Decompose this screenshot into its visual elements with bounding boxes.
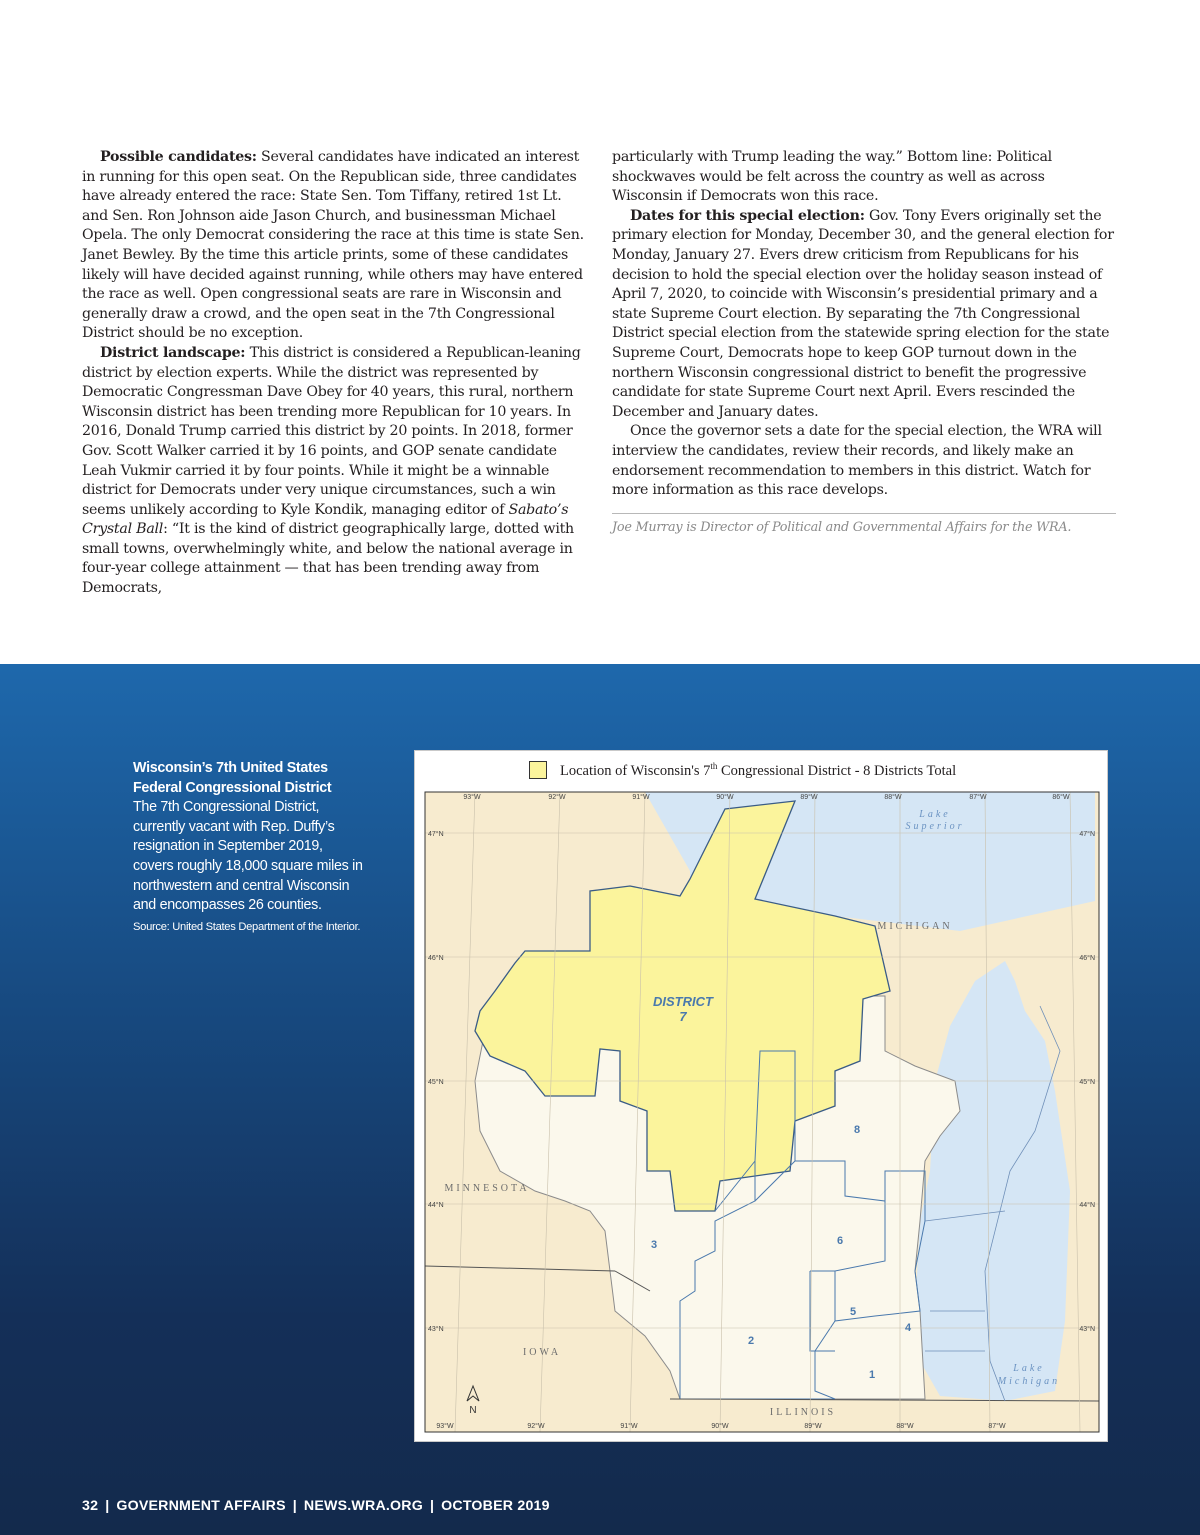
longitude-label: 91°W: [620, 1423, 638, 1430]
caption-title: Wisconsin’s 7th United States Federal Congressional District: [133, 760, 332, 796]
paragraph-text: Gov. Tony Evers originally set the primary election for Monday, December 30, and the general election for Monday, January 27. Evers drew criticism from Republicans for his decision to hold the special election over the holiday season instead of April 7, 2020, to coincide with Wisconsin’s presidential primary and a state Supreme Court election. By separating the 7th Congressional District special election from the statewide spring election for the state Supreme Court, Democrats hope to keep GOP turnout down in the northern Wisconsin congressional district to benefit the progressive candidate for state Supreme Court next April. Evers rescinded the December and January dates.: [612, 207, 1114, 420]
article-column-left: [82, 148, 586, 599]
paragraph-text: Several candidates have indicated an interest in running for this open seat. On the Republican side, three candidates have already entered the race: State Sen. Tom Tiffany, retired 1st Lt. and Sen. Ron Johnson aide Jason Church, and businessman Michael Opela. The only Democrat considering the race at this time is state Sen. Janet Bewley. By the time this article prints, some of these candidates likely will have decided against running, while others may have entered the race as well. Open congressional seats are rare in Wisconsin and generally draw a crowd, and the open seat in the 7th Congressional District should be no exception.: [82, 149, 584, 342]
district-number: 1: [868, 1369, 876, 1381]
footer-issue: OCTOBER 2019: [441, 1498, 550, 1514]
longitude-label: 92°W: [548, 794, 566, 801]
longitude-label: 90°W: [716, 794, 734, 801]
caption-body: The 7th Congressional District, currently vacant with Rep. Duffy’s resignation in September 2019, covers roughly 18,000 square miles in northwestern and central Wisconsin and encompasses 26 counties.: [133, 799, 363, 914]
district-number: 8: [853, 1124, 861, 1136]
caption-source: Source: United States Department of the Interior.: [133, 920, 361, 933]
paragraph-lead: District landscape:: [100, 344, 246, 361]
latitude-label: 47°N: [1079, 831, 1095, 838]
iowa-label: IOWA: [522, 1347, 562, 1358]
district-number: 6: [836, 1235, 844, 1247]
article-column-right: [612, 148, 1116, 537]
lake-michigan-label: Lake: [1013, 1363, 1045, 1374]
map-graphic: [415, 751, 1109, 1443]
district-number: 4: [904, 1322, 912, 1334]
page-number: 32: [82, 1498, 99, 1514]
map-legend-title: [560, 761, 956, 780]
map-feature-panel: [0, 664, 1200, 1535]
district-number: 3: [650, 1239, 658, 1251]
longitude-label: 92°W: [527, 1423, 545, 1430]
latitude-label: 47°N: [428, 831, 444, 838]
longitude-label: 90°W: [711, 1423, 729, 1430]
paragraph-text: This district is considered a Republican-leaning district by election experts. While the district was represented by Democratic Congressman Dave Obey for 40 years, this rural, northern Wisconsin district has been trending more Republican for 10 years. In 2016, Donald Trump carried this district by 20 points. In 2018, former Gov. Scott Walker carried it by 16 points, and GOP senate candidate Leah Vukmir carried it by four points. While it might be a winnable district for Democrats under very unique circumstances, such a win seems unlikely according to Kyle Kondik, managing editor of: [82, 344, 581, 518]
author-credit: Joe Murray is Director of Political and Governmental Affairs for the WRA.: [612, 519, 1072, 535]
michigan-label: MICHIGAN: [877, 921, 953, 932]
paragraph-lead: Possible candidates:: [100, 149, 257, 165]
legend-title-text-end: Congressional District - 8 Districts Total: [717, 762, 957, 779]
latitude-label: 45°N: [428, 1079, 444, 1086]
longitude-label: 88°W: [884, 794, 902, 801]
illinois-label: ILLINOIS: [769, 1407, 837, 1418]
map-caption: [133, 759, 365, 937]
lake-superior-label: Lake: [919, 809, 951, 820]
longitude-label: 89°W: [800, 794, 818, 801]
footer-section: GOVERNMENT AFFAIRS: [116, 1498, 286, 1514]
article-body: [82, 148, 1118, 597]
north-arrow-label: N: [469, 1405, 477, 1416]
latitude-label: 46°N: [1079, 955, 1095, 962]
footer-site: NEWS.WRA.ORG: [303, 1498, 423, 1514]
author-credit-block: [612, 513, 1116, 538]
paragraph-lead: Dates for this special election:: [630, 207, 865, 224]
longitude-label: 87°W: [988, 1423, 1006, 1430]
district-number: 5: [849, 1306, 857, 1318]
latitude-label: 43°N: [1079, 1326, 1095, 1333]
paragraph-continuation: [612, 148, 1116, 207]
paragraph-special-election-dates: [612, 207, 1116, 423]
paragraph-possible-candidates: [82, 148, 586, 344]
longitude-label: 93°W: [436, 1423, 454, 1430]
longitude-label: 88°W: [896, 1423, 914, 1430]
page-footer: 32 | GOVERNMENT AFFAIRS | NEWS.WRA.ORG | OCTOBER 2019: [82, 1498, 550, 1514]
longitude-label: 91°W: [632, 794, 650, 801]
legend-title-superscript: th: [710, 761, 718, 771]
lake-michigan-label: Michigan: [997, 1376, 1061, 1387]
latitude-label: 43°N: [428, 1326, 444, 1333]
latitude-label: 46°N: [428, 955, 444, 962]
district-number: 2: [747, 1335, 755, 1347]
publication-title: Sabato’s Crystal Ball: [82, 501, 569, 538]
latitude-label: 45°N: [1079, 1079, 1095, 1086]
latitude-label: 44°N: [1079, 1202, 1095, 1209]
legend-swatch-district-7: [529, 761, 547, 779]
longitude-label: 89°W: [804, 1423, 822, 1430]
longitude-label: 93°W: [463, 794, 481, 801]
paragraph-text: particularly with Trump leading the way.” Bottom line: Political shockwaves would be felt across the country as well as across Wisconsin if Democrats won this race.: [612, 149, 1052, 205]
latitude-label: 44°N: [428, 1202, 444, 1209]
lake-superior-label: Superior: [905, 821, 965, 832]
district-map: [414, 750, 1108, 1442]
paragraph-next-steps: [612, 422, 1116, 500]
paragraph-text-tail: : “It is the kind of district geographically large, dotted with small towns, overwhelmingly white, and below the national average in four-year college attainment — that has been trending away from Democrats,: [82, 521, 574, 597]
paragraph-district-landscape: [82, 344, 586, 599]
minnesota-label: MINNESOTA: [444, 1183, 530, 1194]
district-7-label: DISTRICT: [653, 994, 713, 1009]
paragraph-text: Once the governor sets a date for the special election, the WRA will interview the candidates, review their records, and likely make an endorsement recommendation to members in this district. Watch for more information as this race develops.: [612, 423, 1102, 499]
longitude-label: 86°W: [1052, 794, 1070, 801]
legend-title-text: Location of Wisconsin's 7: [560, 762, 711, 779]
longitude-label: 87°W: [969, 794, 987, 801]
district-7-number: 7: [679, 1009, 687, 1024]
